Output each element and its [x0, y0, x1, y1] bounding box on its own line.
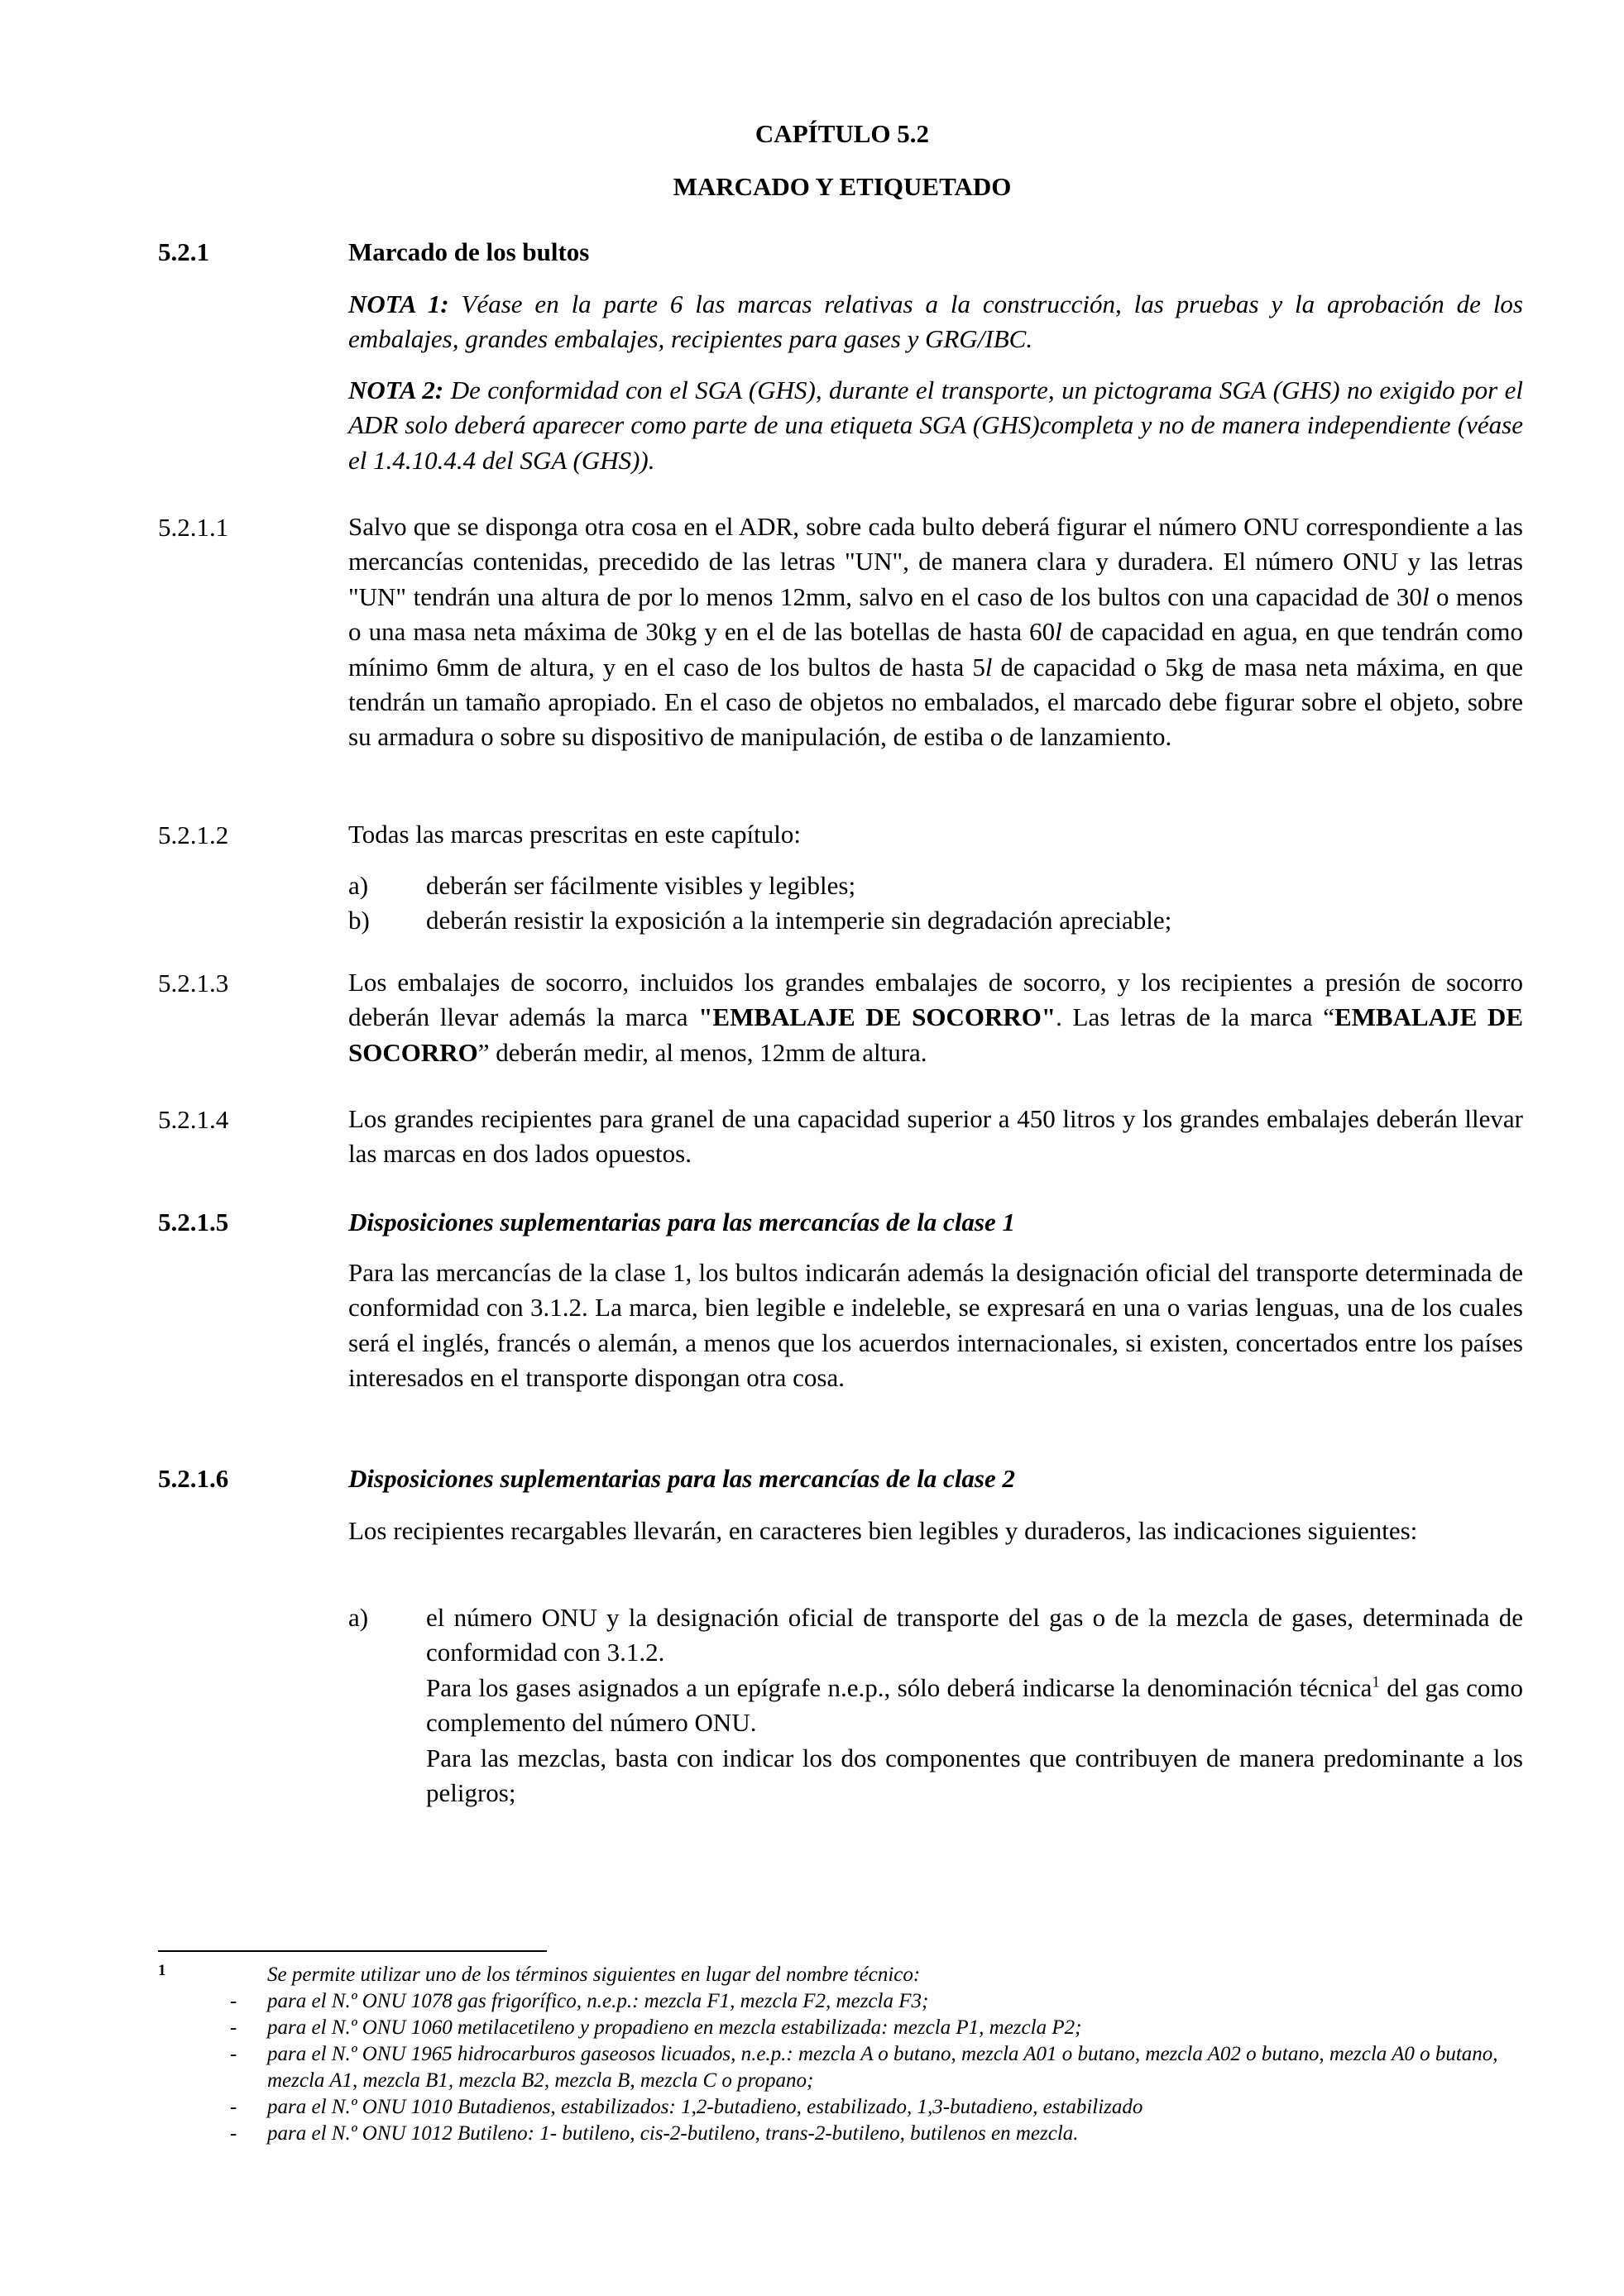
paragraph-text: Los embalajes de socorro, incluidos los grandes embalajes de socorro, y los recipientes a presión de socorro deberán llevar además la marca — [348, 968, 1523, 1032]
section-number-5-2-1-2: 5.2.1.2 — [158, 820, 229, 849]
section-title-5-2-1-5: Disposiciones suplementarias para las mercancías de la clase 1 — [348, 1208, 1015, 1236]
footnote-dash: - — [230, 1990, 237, 2012]
footnote-separator — [158, 1950, 547, 1952]
unit-litre: l — [1421, 581, 1430, 611]
chapter-number: CAPÍTULO 5.2 — [755, 119, 930, 148]
section-number-5-2-1: 5.2.1 — [158, 237, 209, 266]
paragraph-5-2-1-4: Los grandes recipientes para granel de una capacidad superior a 450 litros y los grandes embalajes deberán llevar las marcas en dos lados opuestos. — [348, 1104, 1523, 1169]
mark-text-bold: EMBALAJE DE SOCORRO — [348, 1002, 1524, 1067]
footnote-mark: 1 — [158, 1962, 166, 1979]
footnote-dash: - — [230, 2096, 237, 2118]
chapter-title: MARCADO Y ETIQUETADO — [673, 172, 1012, 201]
footnote-item-text: para el N.º ONU 1078 gas frigorífico, n.e.p.: mezcla F1, mezcla F2, mezcla F3; — [267, 1990, 929, 2012]
section-title-5-2-1-6: Disposiciones suplementarias para las mercancías de la clase 2 — [348, 1464, 1015, 1493]
section-number-5-2-1-3: 5.2.1.3 — [158, 969, 229, 997]
list-item-label: a) — [348, 871, 369, 900]
note-1 — [348, 287, 1523, 357]
footnote-item-text: para el N.º ONU 1010 Butadienos, estabilizados: 1,2-butadieno, estabilizado, 1,3-butadieno, estabilizado — [267, 2096, 1143, 2118]
paragraph-text: o menos o una masa neta máxima de 30kg y en el de las botellas de hasta 60 — [348, 581, 1523, 647]
sub-paragraph-mixtures: Para las mezclas, basta con indicar los dos componentes que contribuyen de manera predominante a los peligros; — [426, 1744, 1523, 1808]
paragraph-5-2-1-1 — [348, 509, 1523, 755]
paragraph-text: de capacidad o 5kg de masa neta máxima, en que tendrán un tamaño apropiado. En el caso de objetos no embalados, el marcado debe figurar sobre el objeto, sobre su armadura o sobre su dispositivo de manipulación, de estiba o de lanzamiento. — [348, 652, 1523, 752]
footnote-dash: - — [230, 2016, 237, 2039]
section-number-5-2-1-1: 5.2.1.1 — [158, 513, 229, 542]
note-2-text: De conformidad con el SGA (GHS), durante el transporte, un pictograma SGA (GHS) no exigido por el ADR solo deberá aparecer como parte de una etiqueta SGA (GHS)completa y no de manera independiente (véase el 1.4.10.4.4 del SGA (GHS)). — [348, 375, 1524, 475]
unit-litre: l — [984, 652, 993, 682]
paragraph-text: . Las letras de la marca “ — [1056, 1002, 1334, 1032]
paragraph-text: de capacidad en agua, en que tendrán como mínimo 6mm de altura, y en el caso de los bultos de hasta 5 — [348, 617, 1524, 682]
list-item-text: deberán ser fácilmente visibles y legibles; — [426, 871, 856, 900]
paragraph-text: del gas como complemento del número ONU. — [426, 1673, 1523, 1738]
unit-litre: l — [1055, 617, 1062, 647]
paragraph-5-2-1-3 — [348, 965, 1523, 1070]
sub-paragraph-technical-name — [426, 1671, 1523, 1741]
note-2-label: NOTA 2: — [348, 375, 444, 404]
mark-text-bold: "EMBALAJE DE SOCORRO" — [698, 1002, 1056, 1032]
paragraph-text: Para los gases asignados a un epígrafe n.e.p., sólo deberá indicarse la denominación técnica — [426, 1673, 1372, 1702]
paragraph-text: Salvo que se disponga otra cosa en el ADR, sobre cada bulto deberá figurar el número ONU correspondiente a las mercancías contenidas, precedido de las letras "UN", de manera clara y duradera. El número ONU y las letras "UN" tendrán una altura de por lo menos 12mm, salvo en el caso de los bultos con una capacidad de 30 — [348, 512, 1523, 611]
note-2 — [348, 373, 1523, 478]
list-item-text: deberán resistir la exposición a la intemperie sin degradación apreciable; — [426, 906, 1172, 935]
footnote-item-text: para el N.º ONU 1012 Butileno: 1- butileno, cis-2-butileno, trans-2-butileno, butilenos en mezcla. — [267, 2122, 1079, 2145]
section-number-5-2-1-5: 5.2.1.5 — [158, 1208, 229, 1236]
list-item-label: a) — [348, 1603, 369, 1632]
list-item-text: el número ONU y la designación oficial de transporte del gas o de la mezcla de gases, determinada de conformidad con 3.1.2. — [426, 1603, 1523, 1667]
footnote-item-text: para el N.º ONU 1965 hidrocarburos gaseosos licuados, n.e.p.: mezcla A o butano, mezcla A01 o butano, mezcla A02 o butano, mezcla A0 o butano, mezcla A1, mezcla B1, mezcla B2, mezcla B, mezcla C o propano; — [267, 2043, 1498, 2092]
paragraph-5-2-1-2: Todas las marcas prescritas en este capítulo: — [348, 820, 802, 849]
footnote-intro: Se permite utilizar uno de los términos siguientes en lugar del nombre técnico: — [267, 1964, 921, 1986]
paragraph-5-2-1-6: Los recipientes recargables llevarán, en caracteres bien legibles y duraderos, las indicaciones siguientes: — [348, 1516, 1418, 1545]
section-number-5-2-1-6: 5.2.1.6 — [158, 1464, 229, 1493]
paragraph-5-2-1-5: Para las mercancías de la clase 1, los bultos indicarán además la designación oficial del transporte determinada de conformidad con 3.1.2. La marca, bien legible e indeleble, se expresará en una o varias lenguas, una de los cuales será el inglés, francés o alemán, a menos que los acuerdos internacionales, si existen, concertados entre los países interesados en el transporte dispongan otra cosa. — [348, 1258, 1523, 1393]
list-item-label: b) — [348, 906, 370, 935]
footnote-dash: - — [230, 2122, 237, 2145]
note-1-label: NOTA 1: — [348, 289, 449, 318]
section-number-5-2-1-4: 5.2.1.4 — [158, 1105, 229, 1134]
footnote-dash: - — [230, 2043, 237, 2065]
note-1-text: Véase en la parte 6 las marcas relativas a la construcción, las pruebas y la aprobación de los embalajes, grandes embalajes, recipientes para gases y GRG/IBC. — [348, 289, 1523, 354]
section-title-5-2-1: Marcado de los bultos — [348, 237, 590, 266]
footnote-item-text: para el N.º ONU 1060 metilacetileno y propadieno en mezcla estabilizada: mezcla P1, mezcla P2; — [267, 2016, 1082, 2039]
footnote-ref[interactable]: 1 — [1372, 1673, 1380, 1691]
paragraph-text: ” deberán medir, al menos, 12mm de altura. — [477, 1037, 927, 1067]
